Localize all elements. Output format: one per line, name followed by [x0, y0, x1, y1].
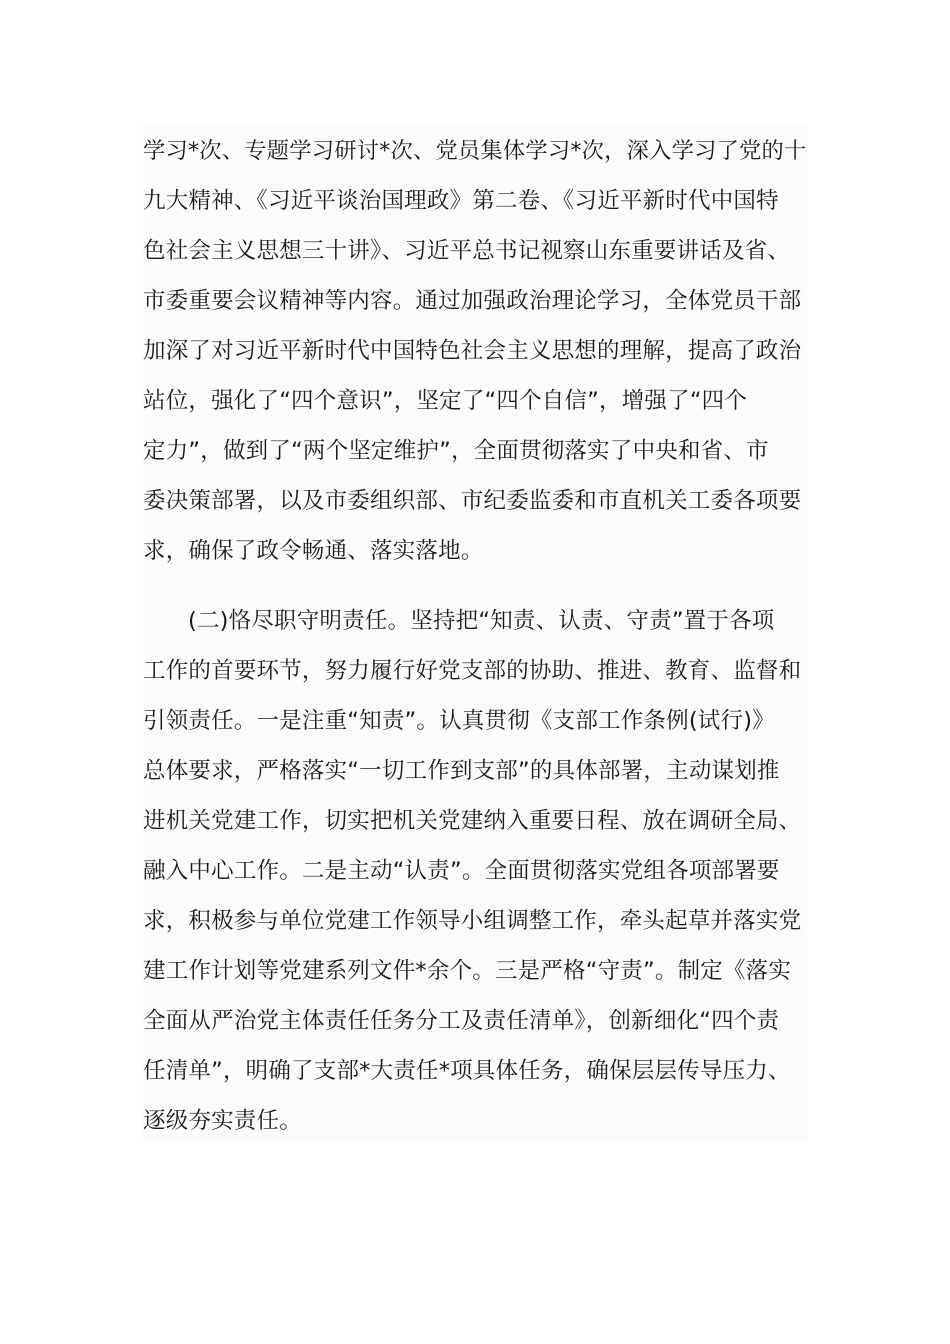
- paragraph-2-line-3: 引领责任。一是注重“知责”。认真贯彻《支部工作条例(试行)》: [143, 708, 775, 734]
- paragraph-1-line-3: 色社会主义思想三十讲》、习近平总书记视察山东重要讲话及省、: [143, 238, 791, 264]
- paragraph-1-line-1: 学习*次、专题学习研讨*次、党员集体学习*次，深入学习了党的十: [143, 138, 807, 164]
- paragraph-2-line-6: 融入中心工作。二是主动“认责”。全面贯彻落实党组各项部署要: [143, 858, 780, 884]
- paragraph-1-line-2: 九大精神、《习近平谈治国理政》第二卷、《习近平新时代中国特: [143, 188, 779, 214]
- paragraph-2-line-8: 建工作计划等党建系列文件*余个。三是严格“守责”。制定《落实: [143, 958, 792, 984]
- paragraph-1-line-8: 委决策部署，以及市委组织部、市纪委监委和市直机关工委各项要: [143, 488, 802, 514]
- paragraph-1-line-6: 站位，强化了“四个意识”，坚定了“四个自信”，增强了“四个: [143, 388, 748, 414]
- paragraph-2-line-5: 进机关党建工作，切实把机关党建纳入重要日程、放在调研全局、: [143, 808, 802, 834]
- document-body: [143, 124, 807, 1142]
- paragraph-2-line-10: 任清单”，明确了支部*大责任*项具体任务，确保层层传导压力、: [143, 1058, 791, 1084]
- paragraph-2-line-4: 总体要求，严格落实“一切工作到支部”的具体部署，主动谋划推: [143, 758, 780, 784]
- paragraph-2-line-11: 逐级夯实责任。: [143, 1108, 302, 1134]
- paragraph-1-line-4: 市委重要会议精神等内容。通过加强政治理论学习，全体党员干部: [143, 288, 802, 314]
- paragraph-1-line-5: 加深了对习近平新时代中国特色社会主义思想的理解，提高了政治: [143, 338, 802, 364]
- paragraph-2-line-7: 求，积极参与单位党建工作领导小组调整工作，牵头起草并落实党: [143, 908, 802, 934]
- paragraph-2-line-2: 工作的首要环节，努力履行好党支部的协助、推进、教育、监督和: [143, 658, 802, 684]
- paragraph-2-line-1: (二)恪尽职守明责任。坚持把“知责、认责、守责”置于各项: [188, 608, 775, 634]
- paragraph-2-line-9: 全面从严治党主体责任任务分工及责任清单》，创新细化“四个责: [143, 1008, 780, 1034]
- paragraph-1-line-9: 求，确保了政令畅通、落实落地。: [143, 538, 484, 564]
- paragraph-1-line-7: 定力”，做到了“两个坚定维护”，全面贯彻落实了中央和省、市: [143, 438, 769, 464]
